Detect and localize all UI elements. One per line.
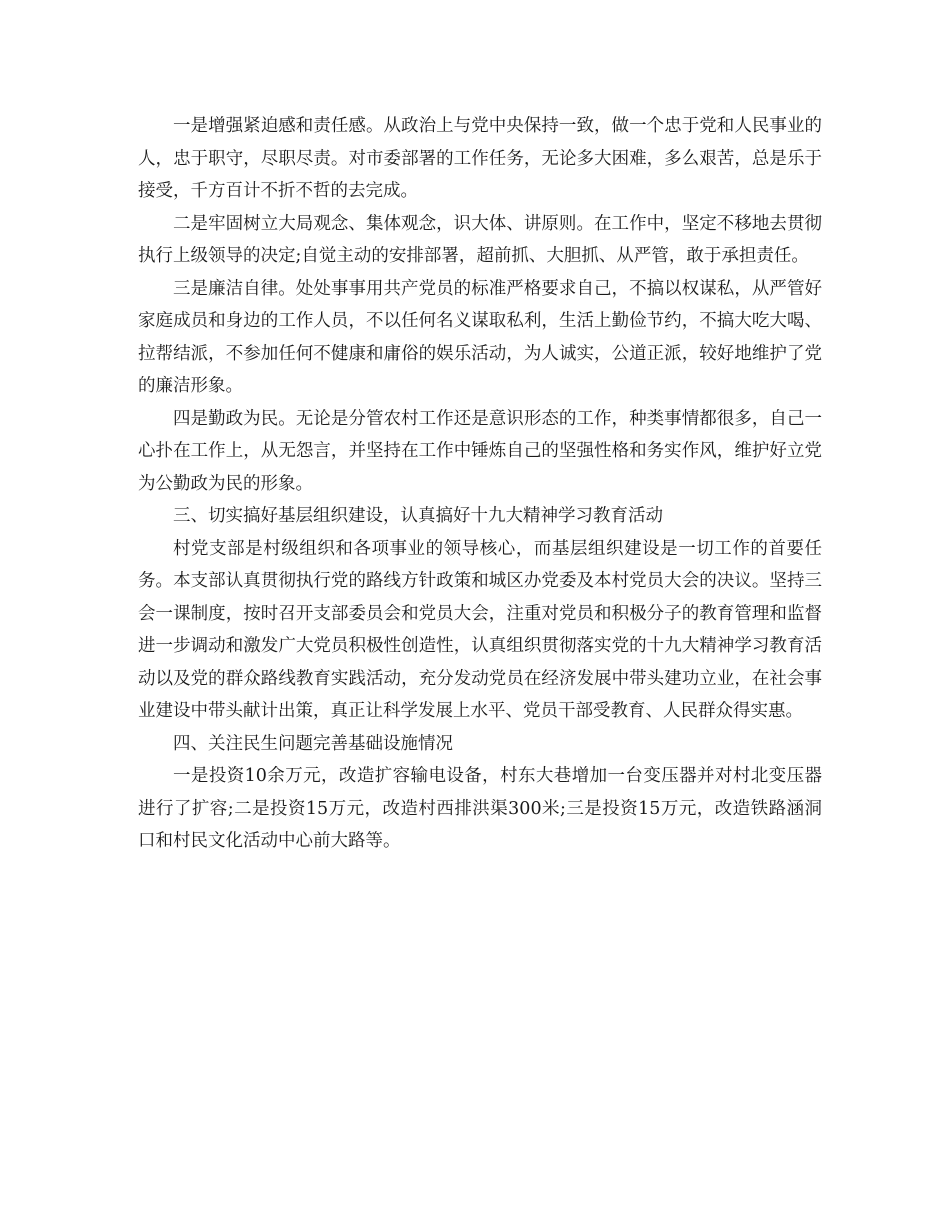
paragraph-investment: 一是投资10余万元，改造扩容输电设备，村东大巷增加一台变压器并对村北变压器进行了扩容;二是投资15万元，改造村西排洪渠300米;三是投资15万元，改造铁路涵洞口和村民文化活动中心前大路等。 (138, 766, 822, 851)
paragraph-diligent-governance: 四是勤政为民。无论是分管农村工作还是意识形态的工作，种类事情都很多，自己一心扑在工作上，从无怨言，并坚持在工作中锤炼自己的坚强性格和务实作风，维护好立党为公勤政为民的形象。 (138, 408, 822, 494)
paragraph-overall-view: 二是牢固树立大局观念、集体观念，识大体、讲原则。在工作中，坚定不移地去贯彻执行上级领导的决定;自觉主动的安排部署，超前抓、大胆抓、从严管，敢于承担责任。 (138, 213, 822, 266)
paragraph-party-branch: 村党支部是村级组织和各项事业的领导核心，而基层组织建设是一切工作的首要任务。本支部认真贯彻执行党的路线方针政策和城区办党委及本村党员大会的决议。坚持三会一课制度，按时召开支部委员会和党员大会，注重对党员和积极分子的教育管理和监督进一步调动和激发广大党员积极性创造性，认真组织贯彻落实党的十九大精神学习教育活动以及党的群众路线教育实践活动，充分发动党员在经济发展中带头建功立业，在社会事业建设中带头献计出策，真正让科学发展上水平、党员干部受教育、人民群众得实惠。 (138, 538, 822, 721)
document-body (138, 110, 822, 858)
section-heading-livelihood: 四、关注民生问题完善基础设施情况 (173, 733, 453, 754)
section-heading-organization: 三、切实搞好基层组织建设，认真搞好十九大精神学习教育活动 (173, 506, 663, 526)
paragraph-self-discipline: 三是廉洁自律。处处事事用共产党员的标准严格要求自己，不搞以权谋私，从严管好家庭成员和身边的工作人员，不以任何名义谋取私利，生活上勤俭节约，不搞大吃大喝、拉帮结派，不参加任何不健康和庸俗的娱乐活动，为人诚实，公道正派，较好地维护了党的廉洁形象。 (138, 278, 822, 396)
paragraph-duty-sense: 一是增强紧迫感和责任感。从政治上与党中央保持一致，做一个忠于党和人民事业的人，忠于职守，尽职尽责。对市委部署的工作任务，无论多大困难，多么艰苦，总是乐于接受，千方百计不折不哲的去完成。 (138, 116, 822, 201)
